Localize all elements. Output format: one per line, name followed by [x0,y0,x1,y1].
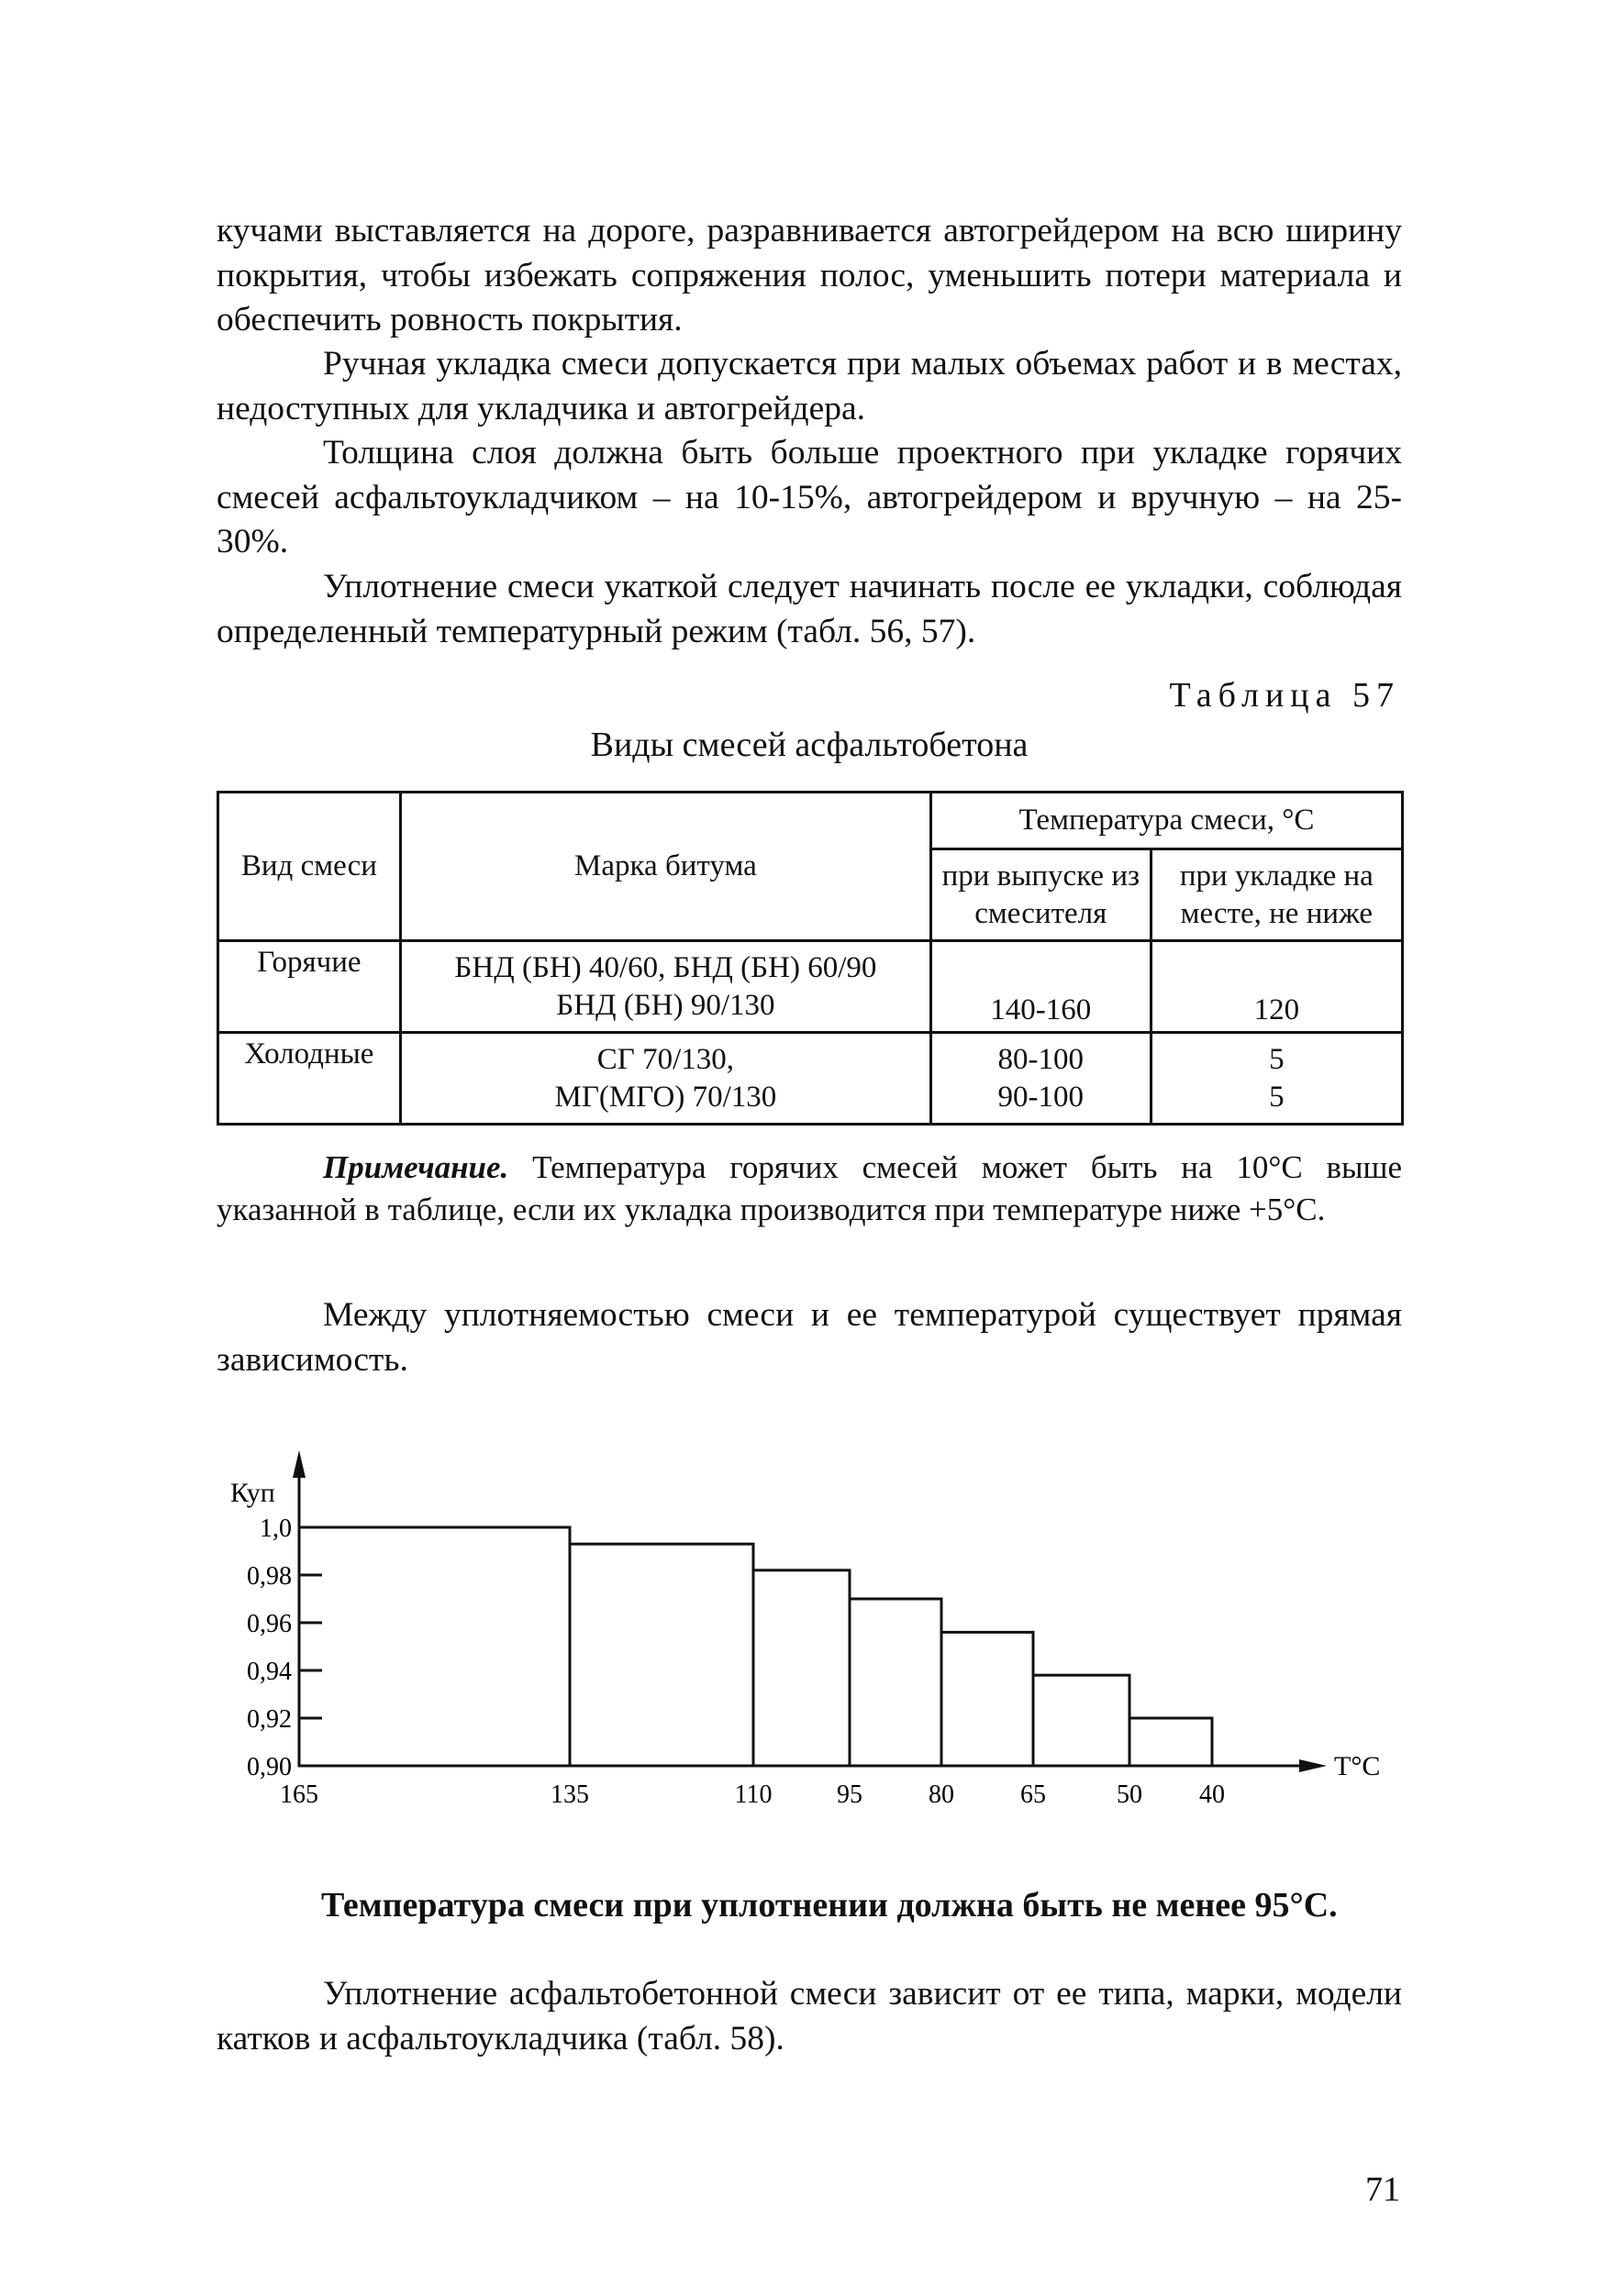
cell-bitumen [400,1033,930,1125]
table-note [217,1147,1402,1231]
y-tick-label: 0,92 [247,1705,292,1734]
bar [570,1544,753,1766]
x-tick-label: 40 [1199,1780,1225,1809]
cell-line: 5 [1269,1080,1285,1114]
header-bitumen: Марка битума [400,793,930,941]
y-tick-label: 0,98 [247,1562,292,1591]
conclusion: Температура смеси при уплотнении должна быть не менее 95°С. [321,1886,1338,1924]
x-tick-label: 110 [734,1780,773,1809]
y-tick-label: 0,90 [247,1753,292,1781]
cell-bitumen [400,941,930,1033]
cell-release [930,941,1151,1033]
cell-release [930,1033,1151,1125]
table-label: Таблица 57 [1169,676,1400,715]
cell-line: БНД (БН) 40/60, БНД (БН) 60/90 [454,950,877,984]
cell-type: Горячие [218,941,401,1033]
cell-type: Холодные [218,1033,401,1125]
paragraph-compaction: Уплотнение смеси укаткой следует начинать после ее укладки, соблюдая определенный температурный режим (табл. 56, 57). [217,568,1402,650]
cell-line: 140-160 [990,993,1092,1026]
x-tick-label: 135 [551,1780,589,1809]
y-tick-label: 1,0 [260,1514,292,1543]
bar [1129,1718,1212,1766]
y-tick-label: 0,96 [247,1610,292,1638]
cell-line: МГ(МГО) 70/130 [554,1080,777,1114]
header-laying: при укладке на месте, не ниже [1151,849,1402,941]
paragraph-dependency: Между уплотняемостью смеси и ее температурой существует прямая зависимость. [217,1296,1402,1379]
x-tick-label: 95 [837,1780,862,1809]
cell-laying [1151,1033,1402,1125]
cell-line: СГ 70/130, [596,1042,735,1076]
cell-laying [1151,941,1402,1033]
paragraph-manual-laying: Ручная укладка смеси допускается при малых объемах работ и в местах, недоступных для укладчика и автогрейдера. [217,345,1402,427]
x-tick-label: 80 [929,1780,954,1809]
x-tick-label: 50 [1117,1780,1142,1809]
paragraph-layer-thickness: Толщина слоя должна быть больше проектного при укладке горячих смесей асфальтоукладчиком – на 10-15%, автогрейдером и вручную – на 25-30%. [217,434,1402,560]
page-number: 71 [1365,2170,1400,2209]
x-tick-label: 65 [1020,1780,1046,1809]
cell-line: 120 [1253,993,1300,1026]
y-tick-label: 0,94 [247,1658,292,1686]
bar [1033,1675,1129,1766]
y-axis-label: Куп [230,1478,275,1508]
x-tick-label: 165 [280,1780,318,1809]
header-release: при выпуске из смесителя [930,849,1151,941]
cell-line: 5 [1269,1042,1285,1076]
note-text: Температура горячих смесей может быть на 10°С выше указанной в таблице, если их укладка производится при температуре ниже +5°С. [217,1149,1402,1227]
cell-line: 80-100 [997,1042,1085,1076]
bar [941,1632,1033,1766]
paragraph-continuation: кучами выставляется на дороге, разравнивается автогрейдером на всю ширину покрытия, чтобы избежать сопряжения полос, уменьшить потери материала и обеспечить ровность покрытия. [217,212,1402,338]
x-axis-label: Т°С [1334,1751,1381,1781]
compaction-chart [217,1445,1409,1830]
bar [299,1527,570,1766]
cell-line: БНД (БН) 90/130 [556,988,775,1022]
header-mix-type: Вид смеси [218,793,401,941]
bar [753,1570,850,1766]
cell-line: 90-100 [997,1080,1085,1114]
note-label: Примечание. [323,1149,509,1185]
x-axis-arrow [1299,1759,1327,1772]
table-row [218,941,1403,1033]
table-row [218,1033,1403,1125]
table-title: Виды смесей асфальтобетона [590,726,1029,764]
header-temperature: Температура смеси, °С [930,793,1402,849]
bar [850,1599,941,1766]
paragraph-compaction-factors: Уплотнение асфальтобетонной смеси зависит от ее типа, марки, модели катков и асфальтоукладчика (табл. 58). [217,1975,1402,2058]
y-axis-arrow [293,1450,306,1478]
mix-types-table [217,791,1404,1126]
